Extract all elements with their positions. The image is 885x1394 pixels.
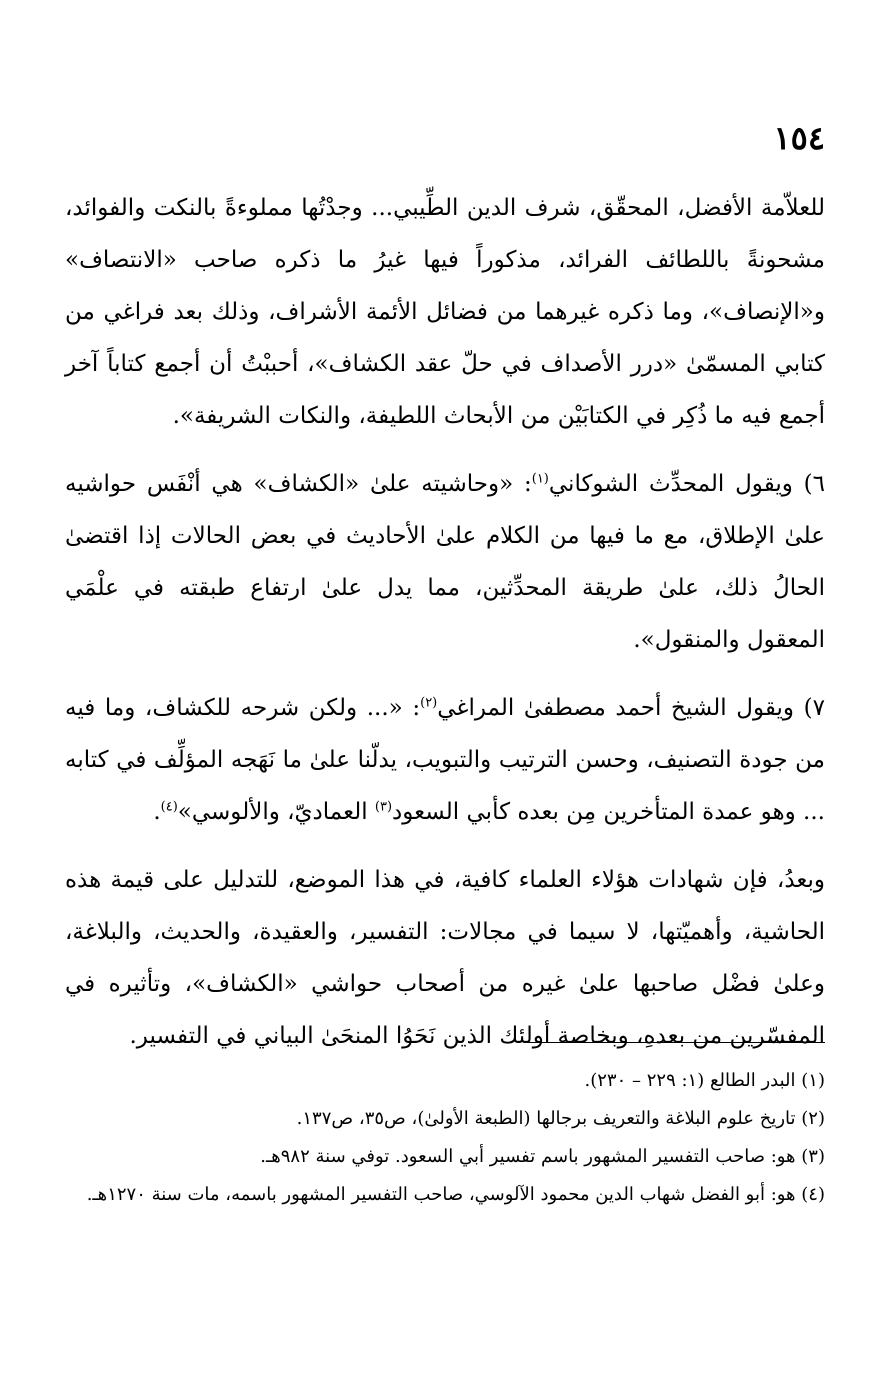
footnote-2: (٢) تاريخ علوم البلاغة والتعريف برجالها (الطبعة الأولىٰ)، ص٣٥، ص١٣٧. [296,1108,825,1129]
footnote-3: (٣) هو: صاحب التفسير المشهور باسم تفسير أبي السعود. توفي سنة ٩٨٢هـ. [260,1146,825,1167]
footnote-ref-2[interactable]: (٢) [420,695,438,711]
paragraph-text: ٧) ويقول الشيخ أحمد مصطفىٰ المراغي [437,695,825,721]
paragraph-text: العماديّ، والألوسي» [177,799,375,825]
paragraph-text: : «... ولكن شرحه للكشاف، وما فيه من جودة التصنيف، وحسن الترتيب والتبويب، يدلّنا علىٰ ما نَهَجه المؤلِّف في كتابه ... وهو عمدة المتأخرين مِن بعده كأبي السعود [65,695,825,825]
footnote-4: (٤) هو: أبو الفضل شهاب الدين محمود الآلوسي، صاحب التفسير المشهور باسمه، مات سنة ١٢٧٠هـ. [86,1184,825,1205]
paragraph-tibi-quote: للعلاّمة الأفضل، المحقّق، شرف الدين الطِّيبي... وجدْتُها مملوءةً بالنكت والفوائد، مشحونةً باللطائف الفرائد، مذكوراً فيها غيرُ ما ذكره صاحب «الانتصاف» و«الإنصاف»، وما ذكره غيرهما من فضائل الأئمة الأشراف، وذلك بعد فراغي من كتابي المسمّىٰ «درر الأصداف في حلّ عقد الكشاف»، أحببْتُ أن أجمع كتاباً آخر أجمع فيه ما ذُكِر في الكتابَيْن من الأبحاث اللطيفة، والنكات الشريفة». [65,195,825,429]
footnote-1: (١) البدر الطالع (١: ٢٢٩ – ٢٣٠). [584,1070,825,1091]
paragraph-text: : «وحاشيته علىٰ «الكشاف» هي أنْفَس حواشيه علىٰ الإطلاق، مع ما فيها من الكلام علىٰ الأحاديث في بعض الحالات إذا اقتضىٰ الحالُ ذلك، علىٰ طريقة المحدِّثين، مما يدل علىٰ ارتفاع طبقته في علْمَي المعقول والمنقول». [65,471,825,653]
footnote-ref-3[interactable]: (٣) [374,799,393,815]
main-text [65,182,825,1078]
paragraph-text: . [153,799,161,825]
paragraph-conclusion: وبعدُ، فإن شهادات هؤلاء العلماء كافية، في هذا الموضع، للتدليل على قيمة هذه الحاشية، وأهميّتها، لا سيما في مجالات: التفسير، والعقيدة، والحديث، والبلاغة، وعلىٰ فضْل صاحبها علىٰ غيره من أصحاب حواشي «الكشاف»، وتأثيره في المفسّرين من بعدهِ، وبخاصة أولئك الذين نَحَوُا المنحَىٰ البياني في التفسير. [65,867,825,1049]
footnote-ref-1[interactable]: (١) [531,471,549,487]
footnote-ref-4[interactable]: (٤) [160,799,178,815]
page-number: ١٥٤ [773,119,825,157]
paragraph-shawkani-quote [65,458,825,666]
footnotes-section [65,1062,825,1214]
paragraph-maraghi-quote [65,682,825,838]
paragraph-text: ٦) ويقول المحدِّث الشوكاني [548,471,825,497]
footnote-separator [527,1042,825,1043]
